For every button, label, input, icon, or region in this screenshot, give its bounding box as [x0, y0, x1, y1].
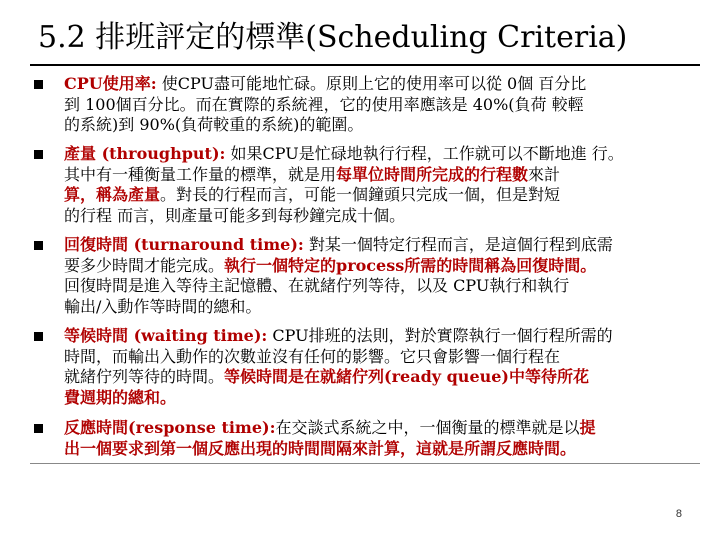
- bullet-cpu-utilization: [34, 74, 586, 136]
- bullet-waiting-time: [34, 326, 613, 408]
- term-throughput-en: (throughput):: [96, 144, 226, 163]
- square-bullet-icon: [34, 80, 43, 89]
- page-number: 8: [675, 508, 682, 520]
- term-turnaround-en: (turnaround time):: [128, 235, 304, 254]
- emphasis-text: 每單位時間所完成的行程數: [336, 164, 529, 184]
- term-waiting-time: 等候時間: [64, 326, 129, 345]
- text-line: 的系統)到 90%(負荷較重的系統)的範圍。: [64, 115, 364, 134]
- term-response-time: 反應時間: [64, 418, 129, 437]
- square-bullet-icon: [34, 241, 43, 250]
- bullet-response-time: [34, 418, 596, 459]
- text-line: 其中有一種衡量工作量的標準，就是用: [64, 164, 337, 184]
- text-line: CPU排班的法則，對於實際執行一個行程所需的: [267, 326, 613, 345]
- text-line: 使CPU盡可能地忙碌。原則上它的使用率可以從 0個 百分比: [156, 74, 587, 93]
- text-line: 來計: [528, 164, 561, 184]
- emphasis-text: 出一個要求到第一個反應出現的時間間隔來計算，這就是所謂反應時間。: [64, 438, 577, 458]
- emphasis-text: 算，稱為產量: [64, 185, 161, 204]
- text-line: 輸出/入動作等時間的總和。: [64, 296, 262, 316]
- text-line: 時間，而輸出入動作的次數並沒有任何的影響。它只會影響一個行程在: [64, 346, 561, 366]
- square-bullet-icon: [34, 332, 43, 341]
- text-line: 回復時間是進入等待主記憶體、在就緒佇列等待，以及 CPU執行和執行: [64, 276, 570, 295]
- bullet-throughput: [34, 144, 624, 226]
- text-line: 到 100個百分比。而在實際的系統裡，它的使用率應該是 40%(負荷 較輕: [64, 94, 584, 114]
- term-waiting-en: (waiting time):: [128, 326, 268, 345]
- bullet-turnaround-time: [34, 235, 613, 317]
- emphasis-text: 執行一個特定的process所需的時間稱為回復時間。: [224, 255, 597, 275]
- text-line: 對某一個特定行程而言，是這個行程到底需: [303, 235, 613, 254]
- square-bullet-icon: [34, 424, 43, 433]
- title-divider: [30, 64, 700, 66]
- text-line: 就緒佇列等待的時間。: [64, 367, 225, 386]
- term-throughput: 產量: [64, 144, 97, 163]
- text-line: 如果CPU是忙碌地執行行程，工作就可以不斷地進 行。: [225, 144, 624, 163]
- term-cpu-utilization: CPU使用率:: [64, 74, 157, 93]
- text-line: 的行程 而言，則產量可能多到每秒鐘完成十個。: [64, 205, 406, 225]
- footer-divider: [30, 463, 700, 464]
- text-line: 在交談式系統之中，一個衡量的標準就是以: [275, 418, 580, 437]
- emphasis-text: 提: [579, 418, 596, 437]
- emphasis-text: 費週期的總和。: [64, 387, 177, 407]
- slide-title: 5.2 排班評定的標準(Scheduling Criteria): [38, 20, 628, 55]
- text-line: 要多少時間才能完成。: [64, 255, 225, 275]
- emphasis-text: 等候時間是在就緒佇列(ready queue)中等待所花: [224, 367, 590, 386]
- text-line: 。對長的行程而言，可能一個鐘頭只完成一個，但是對短: [160, 185, 561, 204]
- term-turnaround-time: 回復時間: [64, 235, 129, 254]
- term-response-en: (response time):: [128, 418, 276, 437]
- square-bullet-icon: [34, 150, 43, 159]
